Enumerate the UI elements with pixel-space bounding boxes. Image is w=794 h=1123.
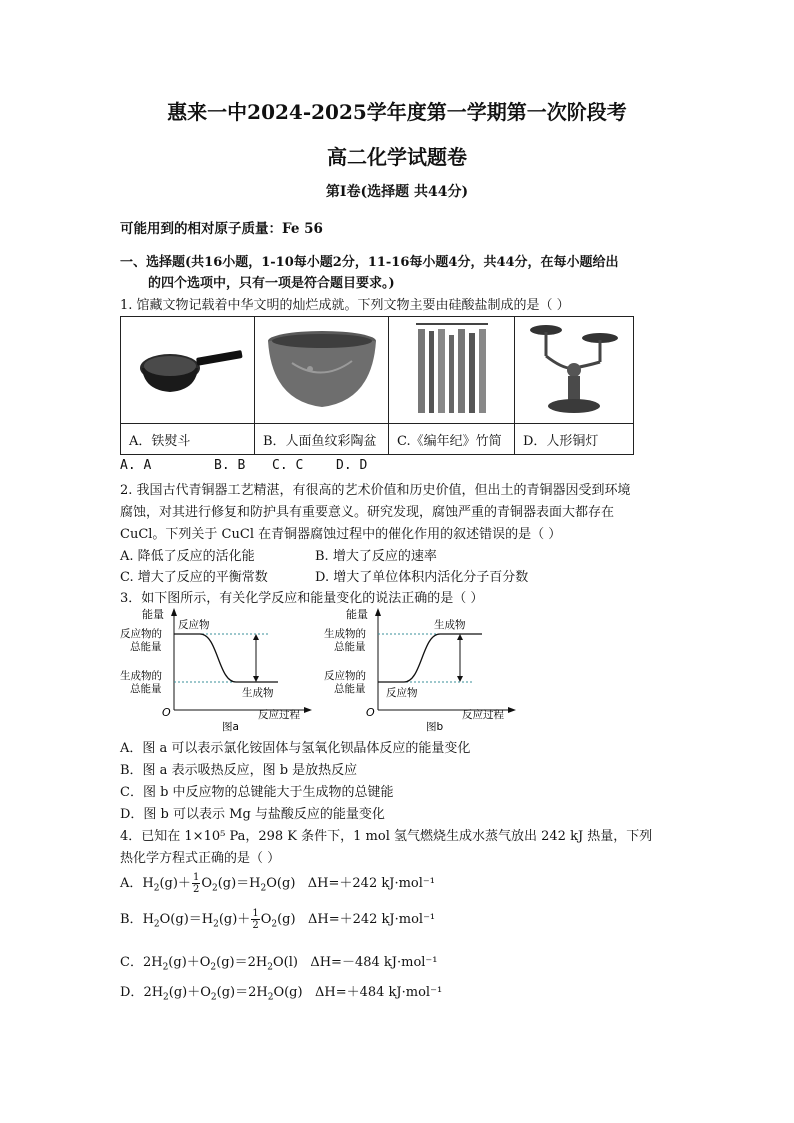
q4-option-d[interactable]: D．$2H_2(g)+O_2(g)=2H_2O(g)$ ΔH=＋484 kJ·mol⁻¹ <box>120 985 443 1003</box>
fig-b-origin: O <box>366 706 375 719</box>
fig-b-ylabel: 能量 <box>346 608 368 621</box>
q2-stem-line2: 腐蚀，对其进行修复和防护具有重要意义。研究发现，腐蚀严重的青铜器表面大都存在 <box>120 505 615 520</box>
artifact-caption-d: D．人形铜灯 <box>515 424 634 455</box>
q4-stem-line2: 热化学方程式正确的是（ ） <box>120 851 281 866</box>
q4-option-a-label: A． <box>120 876 143 891</box>
q4-stem-line1: 4．已知在 1×10⁵ Pa，298 K 条件下，1 mol 氢气燃烧生成水蒸气放出 242 kJ 热量，下列 <box>120 829 653 844</box>
fig-b-top-label-1: 生成物的 <box>324 628 366 640</box>
artifact-lamp-image <box>515 317 634 424</box>
bamboo-slips-icon <box>412 321 492 415</box>
fig-a-bottom-label-2: 总能量 <box>130 683 162 695</box>
fig-a-origin: O <box>162 706 171 719</box>
fig-a-top-label-1: 反应物的 <box>120 628 162 640</box>
fig-b-xlabel: 反应过程 <box>462 709 504 721</box>
fig-b-caption: 图b <box>426 721 444 733</box>
one-half-fraction: $\frac{1}{2}$ <box>192 872 200 895</box>
q2-option-d[interactable]: D. 增大了单位体积内活化分子百分数 <box>315 570 529 585</box>
fig-a-top-label-2: 总能量 <box>130 641 162 653</box>
q4-option-c-enthalpy: ΔH=－484 kJ·mol⁻¹ <box>310 955 438 970</box>
q2-option-c[interactable]: C. 增大了反应的平衡常数 <box>120 570 268 585</box>
q4-option-a[interactable]: A．$H_2(g)+$ $\frac{1}{2}$ $O_2(g)=H_2O(g)$ ΔH=＋242 kJ·mol⁻¹ <box>120 872 435 895</box>
q3-option-c[interactable]: C．图 b 中反应物的总键能大于生成物的总键能 <box>120 785 394 800</box>
q1-option-a[interactable]: A. A <box>120 458 152 473</box>
fig-a-bottom-label-1: 生成物的 <box>120 670 162 682</box>
q1-stem: 1. 馆藏文物记载着中华文明的灿烂成就。下列文物主要由硅酸盐制成的是（ ） <box>120 298 570 313</box>
fig-a-start-label: 反应物 <box>178 619 210 631</box>
instructions-line1: 一、选择题(共16小题，1-10每小题2分，11-16每小题4分，共44分，在每小题给出 <box>120 255 619 270</box>
artifact-pottery-image <box>255 317 389 424</box>
fig-b-bottom-label-1: 反应物的 <box>324 670 366 682</box>
q4-option-b-enthalpy: ΔH=＋242 kJ·mol⁻¹ <box>307 912 436 927</box>
fig-b-bottom-label-2: 总能量 <box>334 683 366 695</box>
iron-iron-icon <box>128 328 248 408</box>
q3-option-b[interactable]: B．图 a 表示吸热反应，图 b 是放热反应 <box>120 763 358 778</box>
fig-b-top-label-2: 总能量 <box>334 641 366 653</box>
atomic-mass-note: 可能用到的相对原子质量：Fe 56 <box>120 221 323 237</box>
artifact-caption-a: A．铁熨斗 <box>121 424 255 455</box>
q4-option-d-enthalpy: ΔH=＋484 kJ·mol⁻¹ <box>314 985 443 1000</box>
q4-option-d-label: D． <box>120 985 144 1000</box>
q1-option-b[interactable]: B. B <box>214 458 246 473</box>
pottery-basin-icon <box>262 323 382 413</box>
q3-option-d[interactable]: D．图 b 可以表示 Mg 与盐酸反应的能量变化 <box>120 807 385 822</box>
q4-option-c[interactable]: C．$2H_2(g)+O_2(g)=2H_2O(l)$ ΔH=－484 kJ·mol⁻¹ <box>120 955 438 973</box>
energy-diagram-b <box>322 606 522 734</box>
energy-diagram-a <box>118 606 318 734</box>
fig-a-xlabel: 反应过程 <box>258 709 300 721</box>
section-title: 第Ⅰ卷(选择题 共44分) <box>325 184 469 200</box>
instructions-line2: 的四个选项中，只有一项是符合题目要求。) <box>148 276 395 291</box>
q2-stem-line3: CuCl。下列关于 CuCl 在青铜器腐蚀过程中的催化作用的叙述错误的是（ ） <box>120 527 562 542</box>
q3-stem: 3．如下图所示，有关化学反应和能量变化的说法正确的是（ ） <box>120 591 484 606</box>
fig-a-ylabel: 能量 <box>142 608 164 621</box>
bronze-lamp-icon <box>524 320 624 416</box>
artifact-iron-image <box>121 317 255 424</box>
q4-option-c-label: C． <box>120 955 143 970</box>
artifact-bamboo-image <box>389 317 515 424</box>
one-half-fraction: $\frac{1}{2}$ <box>252 908 259 931</box>
q1-option-c[interactable]: C. C <box>272 458 304 473</box>
q1-artifact-table <box>120 316 634 455</box>
q4-option-b-label: B． <box>120 912 143 927</box>
fig-a-caption: 图a <box>222 721 239 733</box>
q1-option-d[interactable]: D. D <box>336 458 368 473</box>
fig-b-start-label: 反应物 <box>386 687 418 699</box>
fig-a-end-label: 生成物 <box>242 687 274 699</box>
q4-option-b[interactable]: B．$H_2O(g)=H_2(g)+$ $\frac{1}{2}$ $O_2(g)$ ΔH=＋242 kJ·mol⁻¹ <box>120 908 436 931</box>
q2-option-a[interactable]: A. 降低了反应的活化能 <box>120 549 255 564</box>
exam-title: 惠来一中2024-2025学年度第一学期第一次阶段考 <box>167 100 627 124</box>
q2-option-b[interactable]: B. 增大了反应的速率 <box>315 549 437 564</box>
q4-option-a-enthalpy: ΔH=＋242 kJ·mol⁻¹ <box>307 876 435 891</box>
artifact-caption-b: B．人面鱼纹彩陶盆 <box>255 424 389 455</box>
q3-option-a[interactable]: A．图 a 可以表示氯化铵固体与氢氧化钡晶体反应的能量变化 <box>120 741 471 756</box>
artifact-caption-c: C.《编年纪》竹简 <box>389 424 515 455</box>
fig-b-end-label: 生成物 <box>434 619 466 631</box>
q2-stem-line1: 2. 我国古代青铜器工艺精湛，有很高的艺术价值和历史价值，但出土的青铜器因受到环境 <box>120 483 631 498</box>
exam-subtitle: 高二化学试题卷 <box>327 145 467 169</box>
